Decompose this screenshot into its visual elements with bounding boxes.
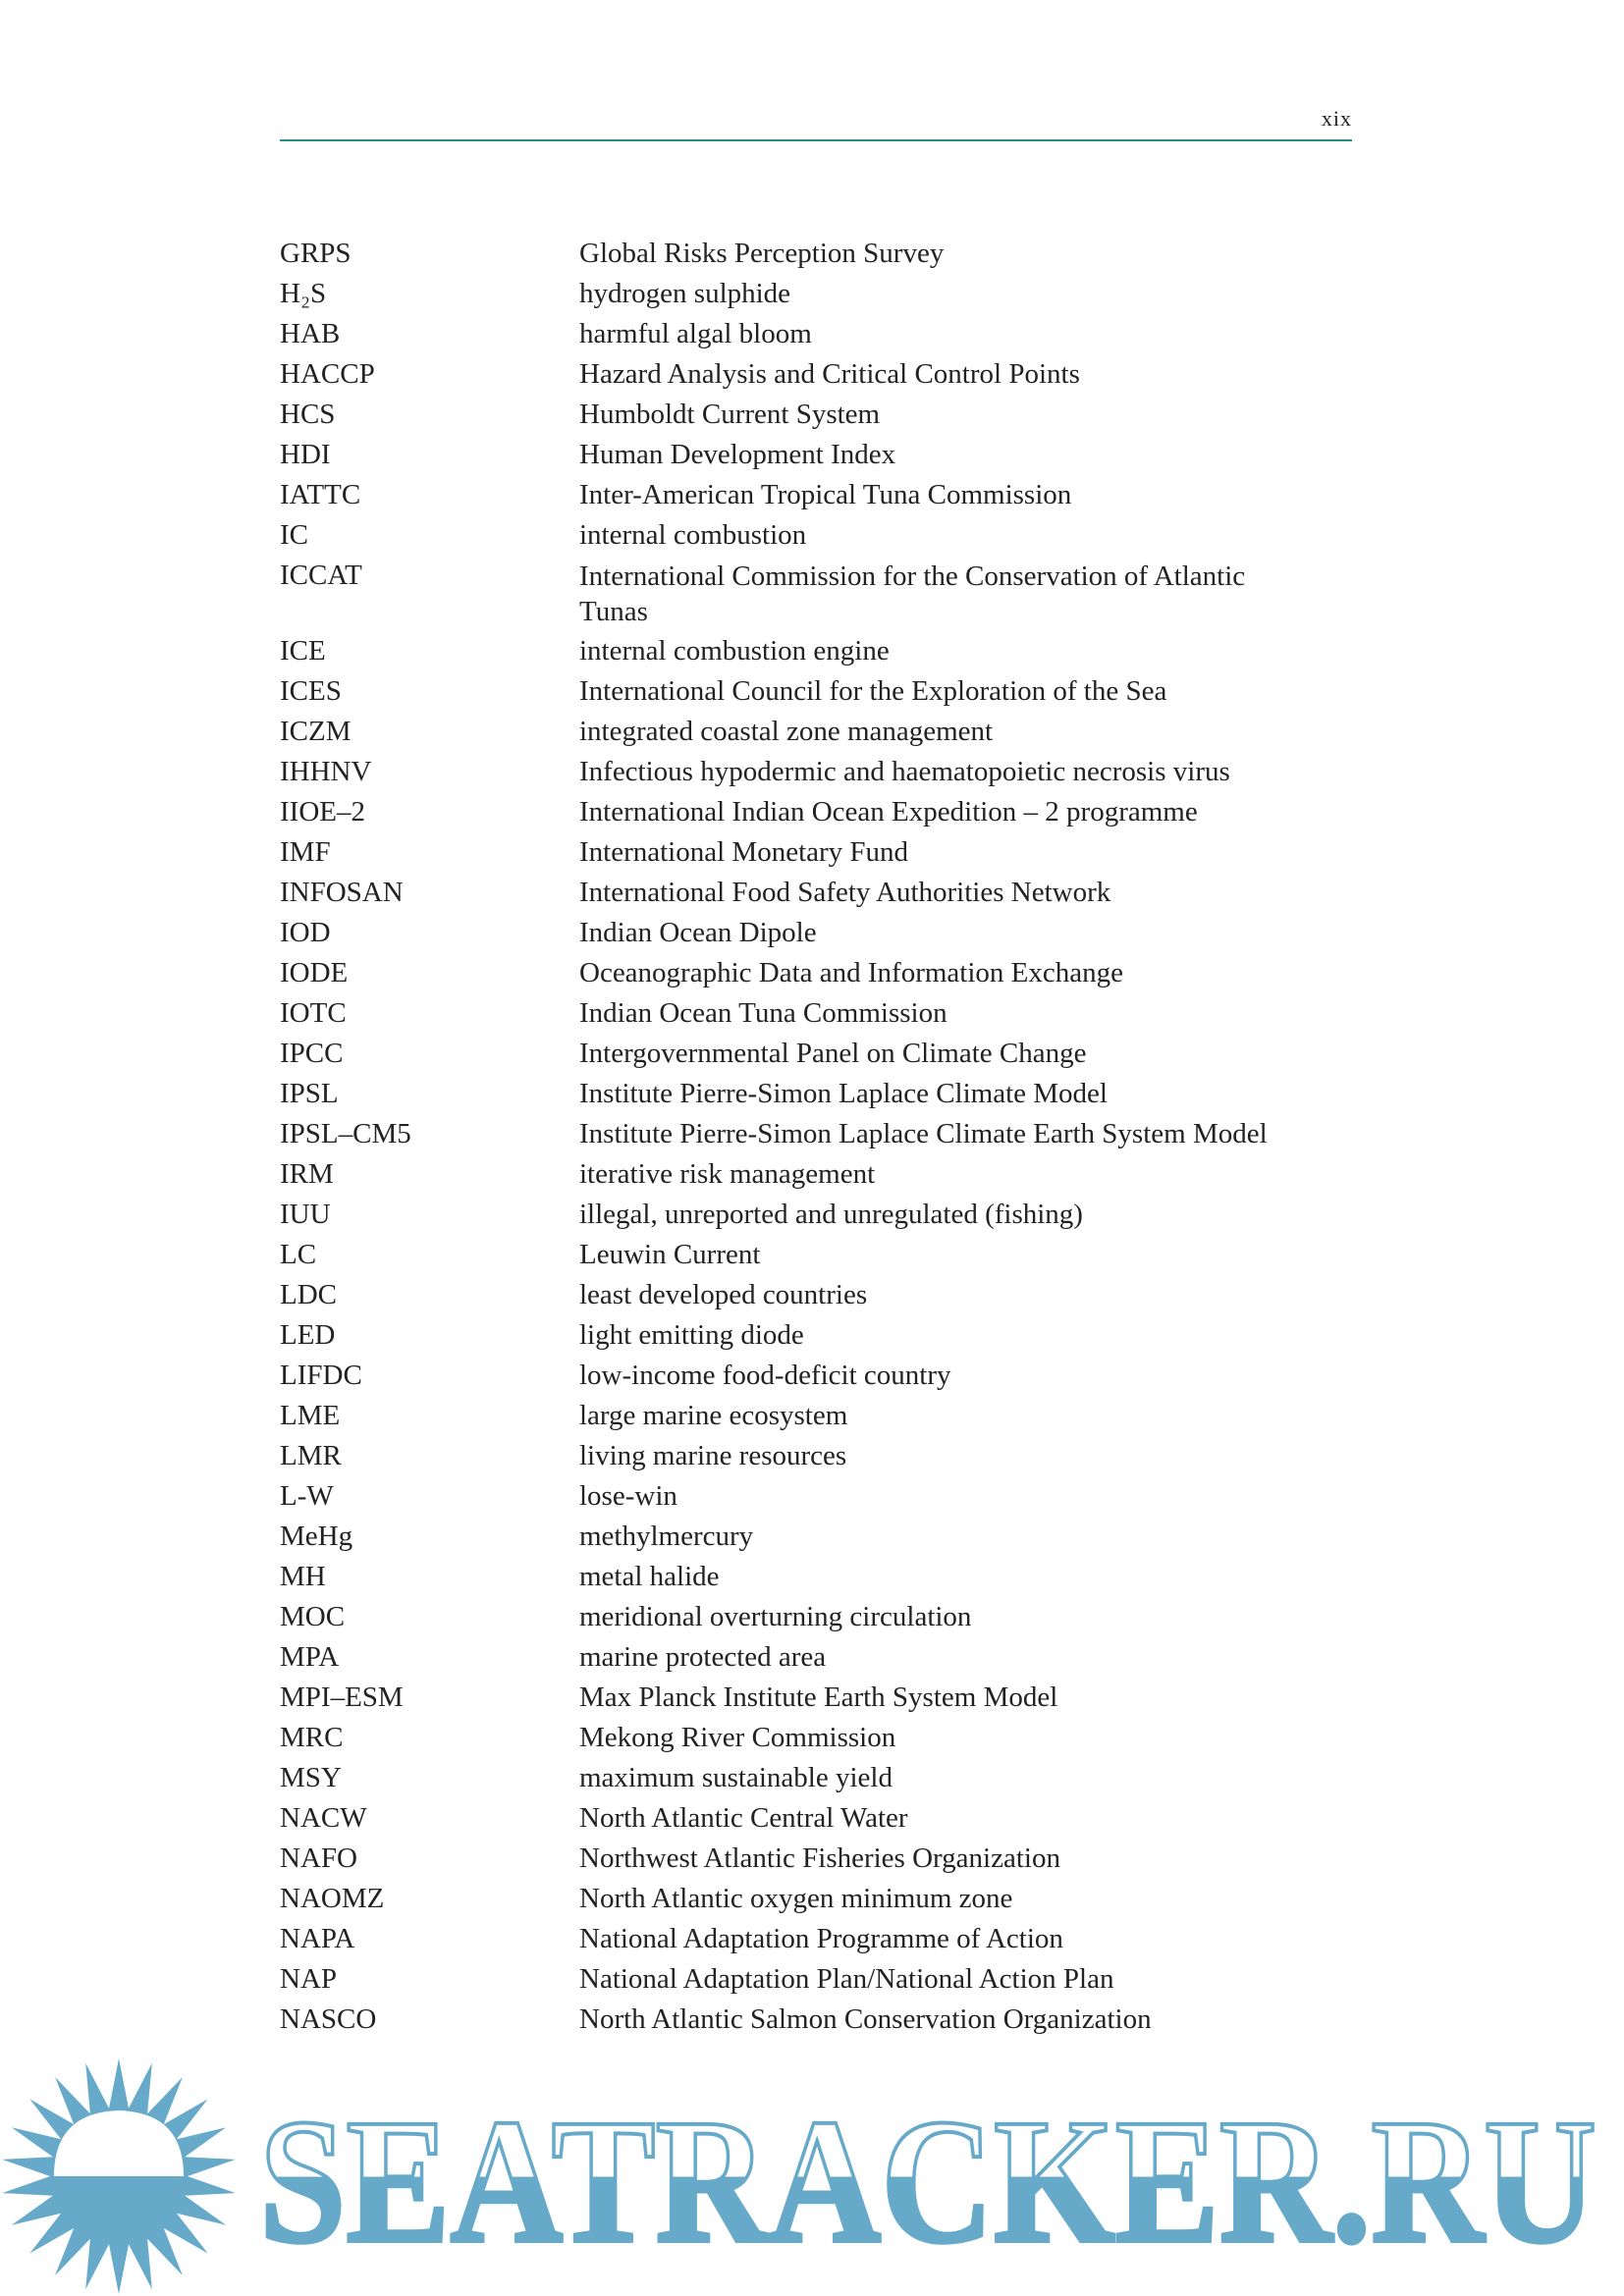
definition: integrated coastal zone management	[579, 716, 994, 747]
abbreviation: LDC	[280, 1279, 337, 1310]
abbreviation: IODE	[280, 957, 349, 988]
definition: Infectious hypodermic and haematopoietic necrosis virus	[579, 756, 1230, 787]
abbreviation: ICZM	[280, 716, 352, 747]
abbreviation: H₂S	[280, 278, 327, 309]
abbreviation: MH	[280, 1561, 326, 1592]
abbreviation: IPSL–CM5	[280, 1118, 411, 1149]
abbreviation: IIOE–2	[280, 796, 365, 828]
watermark-text: SEATRACKER.RU	[259, 2083, 1597, 2280]
definition: National Adaptation Programme of Action	[579, 1923, 1063, 1954]
definition: Global Risks Perception Survey	[579, 238, 945, 269]
abbreviation: HAB	[280, 318, 341, 349]
definition: illegal, unreported and unregulated (fishing)	[579, 1199, 1083, 1230]
abbreviation: LMR	[280, 1440, 342, 1471]
definition: Institute Pierre-Simon Laplace Climate Earth System Model	[579, 1118, 1268, 1149]
definition: Northwest Atlantic Fisheries Organization	[579, 1842, 1060, 1874]
definition: meridional overturning circulation	[579, 1601, 972, 1632]
definition: lose-win	[579, 1480, 677, 1512]
definition: Human Development Index	[579, 439, 896, 470]
abbreviation: IATTC	[280, 479, 361, 510]
abbreviation: ICES	[280, 675, 342, 707]
abbreviation: IOTC	[280, 997, 347, 1029]
abbreviation: LME	[280, 1400, 341, 1431]
abbreviation: MPA	[280, 1641, 340, 1673]
definition: International Commission for the Conservation of Atlantic Tunas	[579, 561, 1246, 627]
definition: Humboldt Current System	[579, 399, 881, 430]
abbreviation: NASCO	[280, 2003, 377, 2035]
abbreviation: LIFDC	[280, 1360, 362, 1391]
abbreviation: LC	[280, 1239, 317, 1270]
abbreviation: INFOSAN	[280, 877, 404, 908]
definition: methylmercury	[579, 1521, 754, 1552]
page-number: xix	[1321, 106, 1352, 131]
abbreviation: IPSL	[280, 1078, 339, 1109]
abbreviation: NAOMZ	[280, 1883, 385, 1914]
abbreviation: HACCP	[280, 358, 375, 390]
definition: Intergovernmental Panel on Climate Change	[579, 1038, 1087, 1069]
definition: Indian Ocean Tuna Commission	[579, 997, 947, 1029]
definition: International Indian Ocean Expedition – 2 programme	[579, 796, 1198, 828]
definition: Leuwin Current	[579, 1239, 761, 1270]
definition: Mekong River Commission	[579, 1722, 896, 1753]
abbreviation: IOD	[280, 917, 331, 948]
definition: North Atlantic Salmon Conservation Organization	[579, 2003, 1152, 2035]
definition: National Adaptation Plan/National Action Plan	[579, 1963, 1114, 1995]
definition: internal combustion	[579, 519, 807, 551]
abbreviation: IRM	[280, 1158, 334, 1190]
abbreviation: MeHg	[280, 1521, 353, 1552]
definition: light emitting diode	[579, 1319, 804, 1351]
sun-logo-icon	[2, 2058, 236, 2294]
abbreviation: IC	[280, 519, 308, 551]
definition: International Monetary Fund	[579, 836, 909, 868]
abbreviation: NACW	[280, 1802, 367, 1834]
abbreviation: MSY	[280, 1762, 342, 1793]
definition: harmful algal bloom	[579, 318, 812, 349]
definition: North Atlantic oxygen minimum zone	[579, 1883, 1013, 1914]
abbreviation: GRPS	[280, 238, 352, 269]
definition: marine protected area	[579, 1641, 827, 1673]
definition: least developed countries	[579, 1279, 868, 1310]
definition: low-income food-deficit country	[579, 1360, 951, 1391]
abbreviation: NAP	[280, 1963, 338, 1995]
abbreviation: MPI–ESM	[280, 1682, 404, 1713]
abbreviation: HDI	[280, 439, 331, 470]
abbreviation: IMF	[280, 836, 331, 868]
abbreviation: NAPA	[280, 1923, 355, 1954]
definition: large marine ecosystem	[579, 1400, 848, 1431]
definition: Indian Ocean Dipole	[579, 917, 817, 948]
definition: iterative risk management	[579, 1158, 876, 1190]
definition: internal combustion engine	[579, 635, 890, 667]
definition: Max Planck Institute Earth System Model	[579, 1682, 1058, 1713]
definition: living marine resources	[579, 1440, 847, 1471]
abbreviation: HCS	[280, 399, 336, 430]
definition: Oceanographic Data and Information Exchange	[579, 957, 1123, 988]
abbreviation: MOC	[280, 1601, 346, 1632]
definition: maximum sustainable yield	[579, 1762, 893, 1793]
abbreviation: IUU	[280, 1199, 331, 1230]
definition: International Food Safety Authorities Network	[579, 877, 1111, 908]
definition: hydrogen sulphide	[579, 278, 791, 309]
abbreviation: MRC	[280, 1722, 344, 1753]
definition: Hazard Analysis and Critical Control Points	[579, 358, 1080, 390]
abbreviation: LED	[280, 1319, 336, 1351]
definition: International Council for the Exploration of the Sea	[579, 675, 1167, 707]
abbreviation: L-W	[280, 1480, 334, 1512]
abbreviation: IPCC	[280, 1038, 344, 1069]
abbreviation: NAFO	[280, 1842, 357, 1874]
definition: metal halide	[579, 1561, 720, 1592]
definition: Institute Pierre-Simon Laplace Climate Model	[579, 1078, 1108, 1109]
abbreviation: ICCAT	[280, 560, 362, 591]
definition: North Atlantic Central Water	[579, 1802, 908, 1834]
abbreviation: IHHNV	[280, 756, 372, 787]
definition: Inter-American Tropical Tuna Commission	[579, 479, 1072, 510]
abbreviation: ICE	[280, 635, 326, 667]
